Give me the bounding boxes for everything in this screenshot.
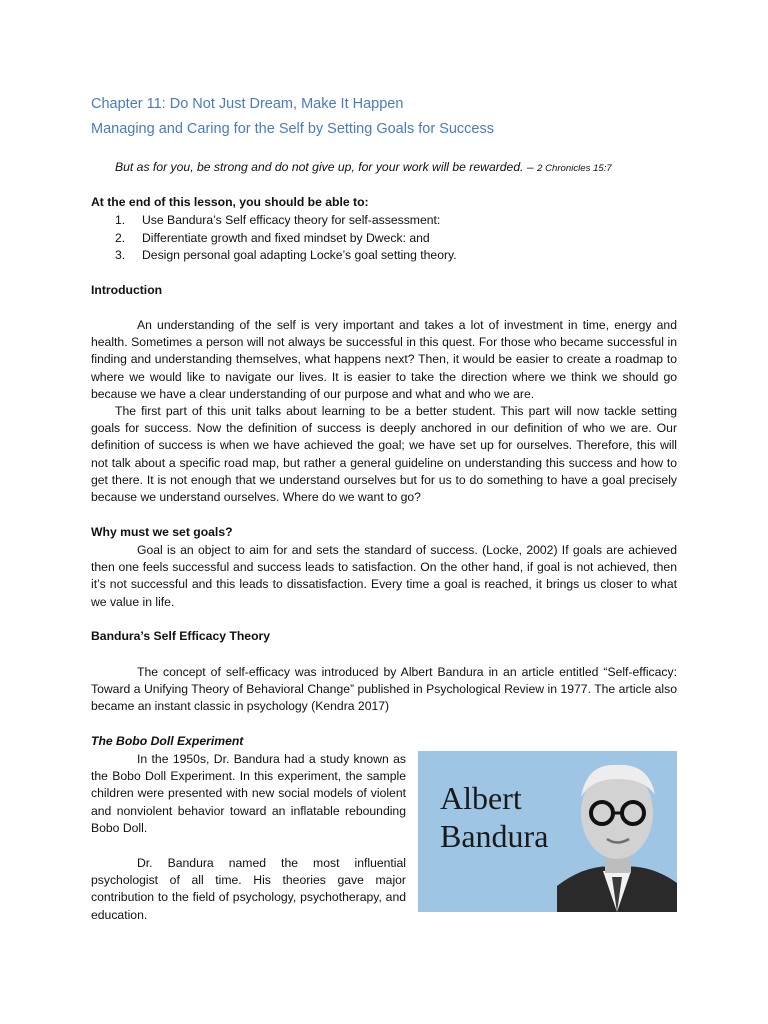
bandura-portrait	[418, 751, 677, 912]
quote-dash: –	[523, 160, 538, 174]
objectives-list	[115, 212, 457, 265]
bobo-paragraph-2: Dr. Bandura named the most influential psychologist of all time. His theories gave major contribution to the field of psychology, psychotherapy, and education.	[91, 856, 406, 922]
goals-heading: Why must we set goals?	[91, 525, 233, 539]
list-number: 3.	[115, 248, 126, 262]
introduction-heading: Introduction	[91, 283, 163, 297]
list-number: 2.	[115, 230, 126, 245]
quote-text: But as for you, be strong and do not give up, for your work will be rewarded.	[115, 160, 524, 174]
list-item	[115, 247, 457, 265]
portrait-caption-line-1: Albert	[440, 780, 522, 816]
bobo-heading: The Bobo Doll Experiment	[91, 734, 244, 748]
chapter-subtitle: Managing and Caring for the Self by Setting Goals for Success	[91, 121, 494, 137]
portrait-photo-icon	[557, 751, 677, 912]
objectives-label: At the end of this lesson, you should be able to:	[91, 195, 369, 209]
quote-source: 2 Chronicles 15:7	[537, 163, 612, 174]
introduction-paragraph-1: An understanding of the self is very important and takes a lot of investment in time, energy and health. Sometimes a person will not always be successful in this quest. For those who became successful in finding and understanding themselves, what happens next? Then, it would be easier to create a roadmap to where we would like to navigate our lives. It is easier to take the direction where we think we should go because we have a clear understanding of our purpose and what and who we are.	[91, 318, 677, 401]
portrait-caption	[440, 779, 548, 855]
list-text: Use Bandura’s Self efficacy theory for self-assessment:	[142, 213, 441, 227]
list-number: 1.	[115, 213, 126, 227]
list-text: Design personal goal adapting Locke’s goal setting theory.	[142, 248, 457, 262]
bandura-paragraph: The concept of self-efficacy was introduced by Albert Bandura in an article entitled “Self-efficacy: Toward a Unifying Theory of Behavioral Change” published in Psychological Review in 1977. The article also became an instant classic in psychology (Kendra 2017)	[91, 665, 677, 714]
bobo-paragraph-1: In the 1950s, Dr. Bandura had a study known as the Bobo Doll Experiment. In this experiment, the sample children were presented with new social models of violent and nonviolent behavior toward an inflatable rebounding Bobo Doll.	[91, 752, 406, 835]
goals-paragraph: Goal is an object to aim for and sets the standard of success. (Locke, 2002) If goals are achieved then one feels successful and success leads to satisfaction. On the other hand, if goal is not achieved, then it’s not successful and this leads to dissatisfaction. Every time a goal is reached, it brings us closer to what we value in life.	[91, 543, 677, 609]
introduction-paragraph-2: The first part of this unit talks about learning to be a better student. This part will now tackle setting goals for success. Now the definition of success is deeply anchored in our definition of who we are. Our definition of success is when we have achieved the goal; we have set up for ourselves. Therefore, this will not talk about a specific road map, but rather a general guideline on understanding this success and how to get there. It is not enough that we understand ourselves but for us to do something to have a goal precisely because we understand ourselves. Where do we want to go?	[91, 404, 677, 505]
list-item	[115, 230, 457, 248]
epigraph-quote	[115, 160, 715, 174]
portrait-caption-line-2: Bandura	[440, 818, 549, 854]
list-item	[115, 212, 457, 230]
list-text: Differentiate growth and fixed mindset by Dweck: and	[142, 230, 430, 245]
bandura-heading: Bandura’s Self Efficacy Theory	[91, 629, 271, 643]
chapter-title: Chapter 11: Do Not Just Dream, Make It Happen	[91, 96, 404, 112]
